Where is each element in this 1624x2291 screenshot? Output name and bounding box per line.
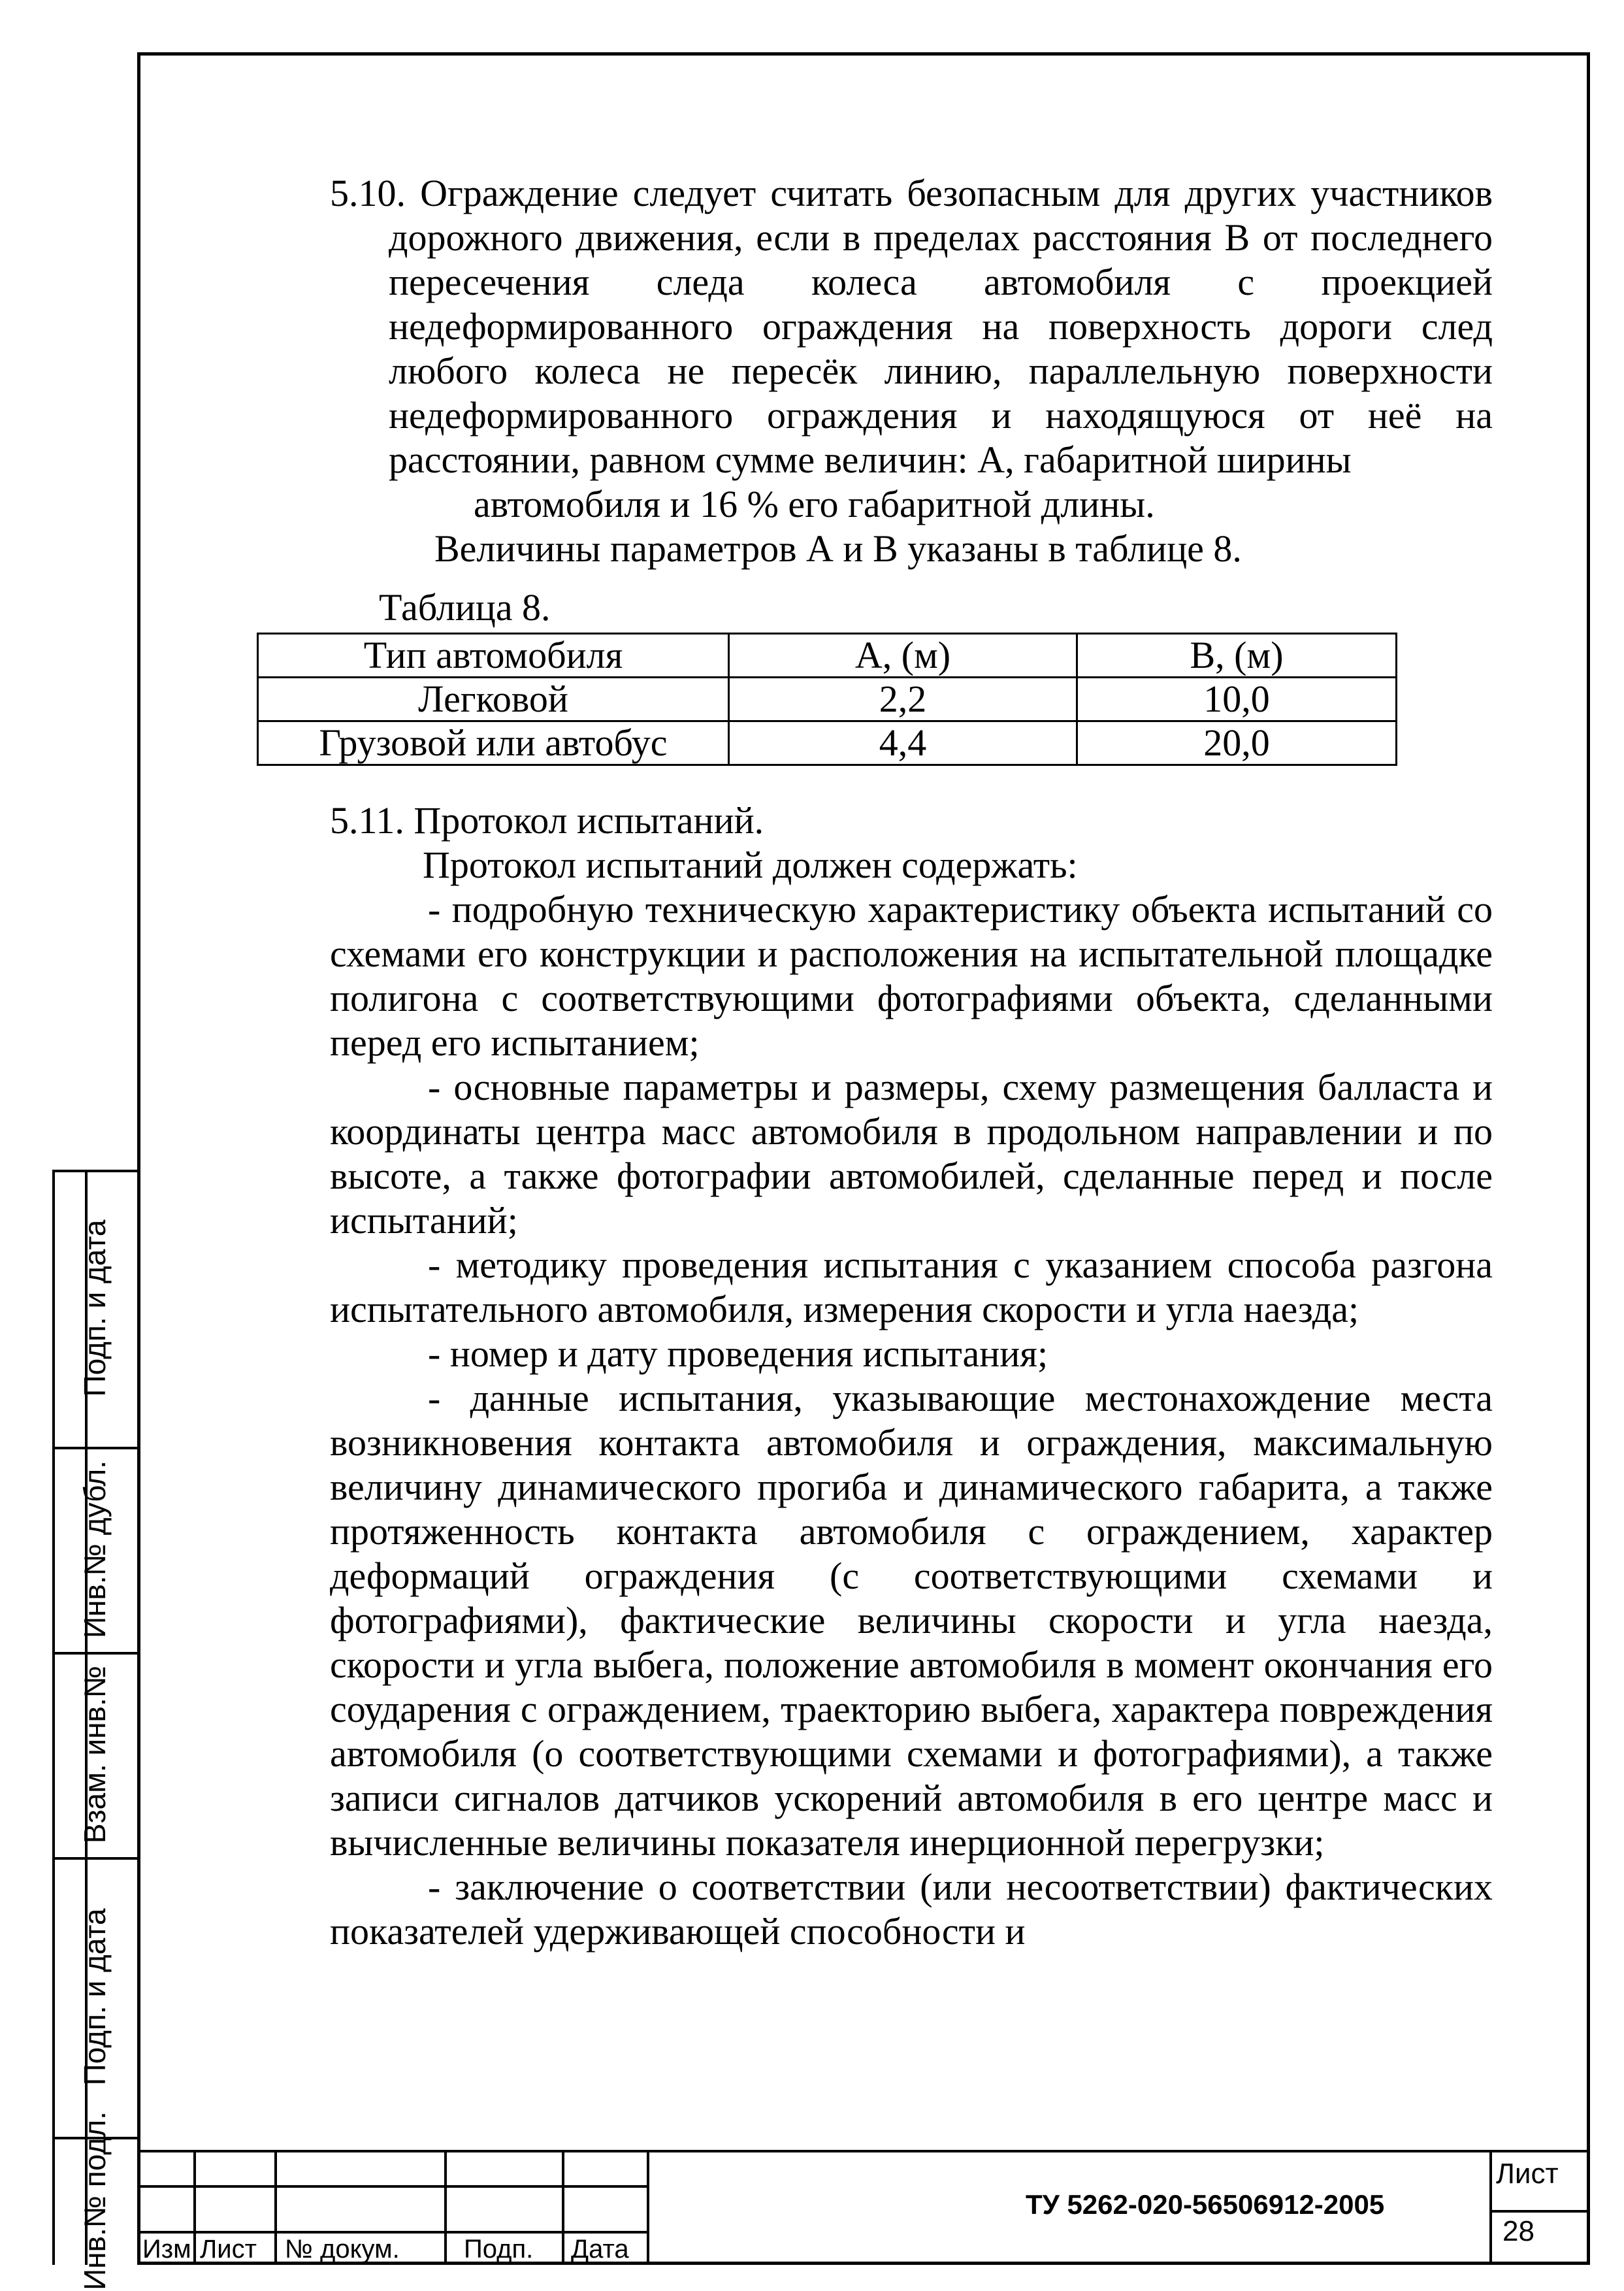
table-header-cell: А, (м) xyxy=(729,634,1077,678)
table-row xyxy=(258,721,1397,765)
section-5-11-intro: Протокол испытаний должен содержать: xyxy=(423,844,1078,886)
table-cell: 2,2 xyxy=(729,678,1077,721)
protocol-item: - заключение о соответствии (или несоответствии) фактических показателей удерживающей способности и xyxy=(330,1866,1493,1953)
section-5-10-text: 5.10. Ограждение следует считать безопасным для других участников дорожного движения, если в пределах расстояния В от последнего пересечения следа колеса автомобиля с проекцией недеформированного ограждения на поверхность дороги след любого колеса не пересёк линию, параллельную поверхности недеформированного ограждения и находящуюся от неё на расстоянии, равном сумме величин: А, габаритной ширины xyxy=(330,172,1493,481)
stamp-dokum-label: № докум. xyxy=(285,2235,400,2264)
table-cell: Легковой xyxy=(258,678,729,721)
sheet-label: Лист xyxy=(1496,2158,1559,2190)
table-cell: 4,4 xyxy=(729,721,1077,765)
stamp-podp-label: Подп. xyxy=(464,2235,534,2264)
table-header-cell: Тип автомобиля xyxy=(258,634,729,678)
podp-data-top-label: Подп. и дата xyxy=(78,1219,112,1397)
vzam-inv-label: Взам. инв.№ xyxy=(78,1665,112,1844)
protocol-item: - данные испытания, указывающие местонахождение места возникновения контакта автомобиля и ограждения, максимальную величину динамического прогиба и динамического габарита, а также протяженность контакта автомобиля с ограждением, характер деформаций ограждения (с соответствующими схемами и фотографиями), фактические величины скорости и угла наезда, скорости и угла выбега, положение автомобиля в момент окончания его соударения с ограждением, траекторию выбега, характера повреждения автомобиля (о соответствующими схемами и фотографиями), а также записи сигналов датчиков ускорений автомобиля в его центре масс и вычисленные величины показателя инерционной перегрузки; xyxy=(330,1377,1493,1864)
protocol-item: - подробную техническую характеристику объекта испытаний со схемами его конструкции и расположения на испытательной площадке полигона с соответствующими фотографиями объекта, сделанными перед его испытанием; xyxy=(330,888,1493,1064)
side-strip xyxy=(52,1170,137,2290)
section-5-10-continuation: автомобиля и 16 % его габаритной длины. xyxy=(474,483,1155,525)
protocol-item: - методику проведения испытания с указанием способа разгона испытательного автомобиля, измерения скорости и угла наезда; xyxy=(330,1244,1493,1330)
stamp-data-label: Дата xyxy=(571,2235,629,2264)
params-note: Величины параметров А и В указаны в таблице 8. xyxy=(434,527,1242,570)
sheet-number: 28 xyxy=(1502,2215,1535,2247)
table-row xyxy=(258,678,1397,721)
inv-podl-label: Инв.№ подл. xyxy=(78,2111,112,2290)
table-cell: 10,0 xyxy=(1077,678,1397,721)
table-header-cell: В, (м) xyxy=(1077,634,1397,678)
section-5-11-heading: 5.11. Протокол испытаний. xyxy=(330,799,764,842)
main-text xyxy=(319,171,1493,1954)
podp-data-bottom-label: Подп. и дата xyxy=(78,1908,112,2086)
protocol-item: - номер и дату проведения испытания; xyxy=(428,1332,1048,1375)
parameters-table xyxy=(257,633,1397,766)
table-header-row xyxy=(258,634,1397,678)
document-number: ТУ 5262-020-56506912-2005 xyxy=(1026,2189,1385,2220)
inv-dubl-label: Инв.№ дубл. xyxy=(78,1460,112,1639)
table-cell: 20,0 xyxy=(1077,721,1397,765)
protocol-item: - основные параметры и размеры, схему размещения балласта и координаты центра масс автомобиля в продольном направлении и по высоте, а также фотографии автомобилей, сделанные перед и после испытаний; xyxy=(330,1066,1493,1242)
stamp-izm-label: Изм. xyxy=(142,2235,199,2264)
title-block xyxy=(137,2150,1590,2265)
stamp-list-label: Лист xyxy=(200,2235,257,2264)
table-cell: Грузовой или автобус xyxy=(258,721,729,765)
table-caption: Таблица 8. xyxy=(379,586,551,629)
